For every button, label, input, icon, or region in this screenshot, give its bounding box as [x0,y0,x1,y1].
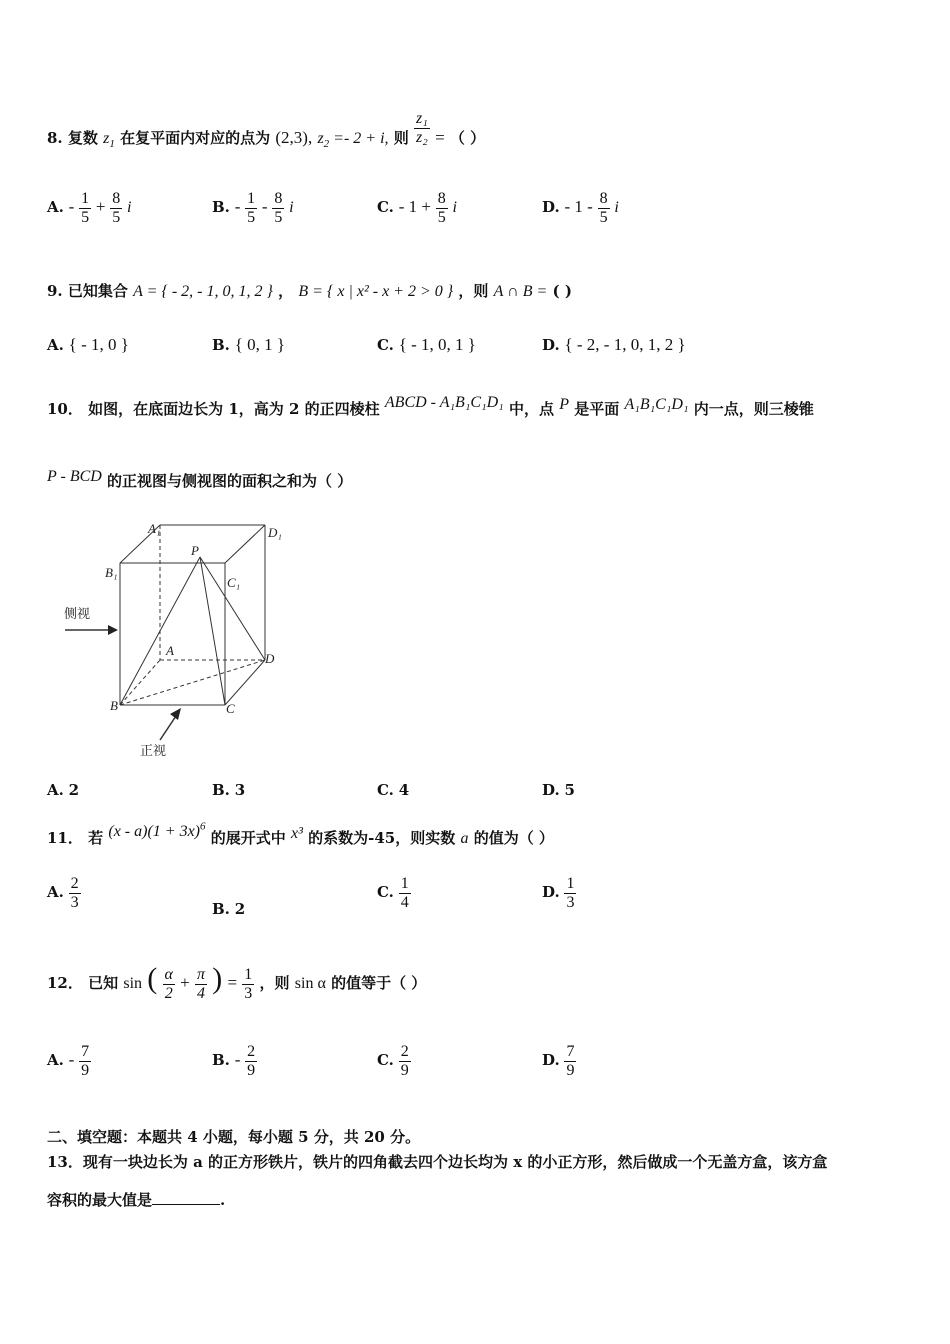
q8-option-c[interactable] [377,190,457,226]
q11-option-d[interactable] [542,875,576,911]
question-10-cont [47,470,352,491]
option-label: D. [542,336,560,354]
q9-text-a: 已知集合 [67,282,128,300]
option-label: B. [212,1051,230,1070]
prism-name: ABCD - A₁B₁C₁D₁ [384,394,504,411]
question-number: 13． [47,1153,83,1171]
option-label: C. [377,883,394,902]
term: x³ [290,825,303,842]
label-p: P [191,543,199,558]
q8-z1: $z_1$ [103,130,115,151]
q12-option-c[interactable] [377,1043,411,1079]
equals: = [227,973,238,992]
operator: + [180,973,190,992]
variable-a: a [460,830,469,847]
q10-option-a[interactable] [47,781,79,799]
q10-text-a: 如图，在底面边长为 1，高为 2 的正四棱柱 [88,400,380,418]
q9-option-d[interactable] [542,335,686,355]
set-a: A = { - 2, - 1, 0, 1, 2 } [133,283,273,300]
label-a1: A₁ [148,521,161,536]
edge [225,525,265,563]
q8-z2: $z_2 =- 2 + i$, [317,130,389,151]
operator: + [95,197,106,217]
fraction: $\frac{8}{5}$ [112,190,121,226]
label-d: D [265,651,275,666]
q10-text-d: 内一点，则三棱锥 [693,400,814,418]
sign: - [68,1050,75,1070]
lead: - 1 - [564,197,593,217]
q10-text-e: 的正视图与侧视图的面积之和为（ ） [107,472,353,490]
fraction: $\frac{2}{3}$ [70,875,79,911]
option-value: { - 2, - 1, 0, 1, 2 } [564,335,686,354]
question-number: 11． [47,829,83,847]
expression: $(x - a)(1 + 3x)^6$ [108,820,206,840]
imag-unit: i [127,199,132,217]
q13-text-line1: 现有一块边长为 a 的正方形铁片，铁片的四角截去四个边长均为 x 的小正方形，然后做成一个无盖方盒，该方盒 [82,1153,828,1171]
fraction: $\frac{1}{3}$ [566,875,575,911]
q12-option-d[interactable] [542,1043,576,1079]
label-c1: C₁ [227,575,241,590]
q12-text-a: 已知 [88,974,119,992]
q12-option-b[interactable] [212,1043,257,1079]
imag-unit: i [452,199,457,217]
option-label: D. [542,781,560,799]
q11-text-d: 的值为（ ） [473,829,554,847]
q11-text-c: 的系数为-45，则实数 [308,829,456,847]
q9-text-b: ，则 [458,282,489,300]
q8-text-b: 在复平面内对应的点为 [120,129,271,147]
q10-option-d[interactable] [542,781,575,799]
label-d1: D₁ [268,525,282,540]
q8-option-b[interactable] [212,190,294,226]
question-number: 9. [47,282,63,300]
edge [200,557,265,660]
question-number: 10． [47,400,83,418]
q9-option-a[interactable] [47,335,129,355]
point-p: P [559,396,569,413]
fraction: $\frac{8}{5}$ [274,190,283,226]
option-label: C. [377,781,394,799]
answer-blank[interactable] [152,1204,220,1205]
option-label: C. [377,198,394,217]
question-number: 12． [47,974,83,992]
comma: ， [278,282,294,300]
fraction: $\frac{1}{3}$ [244,965,253,1002]
option-label: B. [212,198,230,217]
option-label: A. [47,198,64,217]
option-value: 5 [564,781,575,799]
fraction: $\frac{8}{5}$ [599,190,608,226]
q11-option-c[interactable] [377,875,411,911]
fraction: $\frac{\alpha}{2}$ [164,965,173,1002]
label-b: B [110,698,118,713]
sin-func: sin [123,975,143,992]
option-label: A. [47,883,64,902]
q10-option-b[interactable] [212,781,245,799]
edge [120,557,200,705]
fraction: $\frac{8}{5}$ [437,190,446,226]
fraction: $\frac{7}{9}$ [81,1043,90,1079]
q8-fraction: $\frac{\text{z₁}}{\text{z₂}}$ [416,109,428,146]
label-b1: B₁ [105,565,118,580]
period: . [220,1191,226,1209]
option-value: 4 [398,781,410,799]
q8-equals: = [435,128,445,147]
imag-unit: i [289,199,294,217]
option-label: C. [377,336,394,354]
option-label: D. [542,198,560,217]
fraction: $\frac{\pi}{4}$ [196,965,205,1002]
label-a: A [166,643,174,658]
prism-figure [60,515,300,770]
q9-option-b[interactable] [212,335,285,355]
question-9 [47,280,572,301]
sign: - [68,197,75,217]
edge [200,557,225,705]
question-8 [47,109,486,151]
q11-text-b: 的展开式中 [210,829,286,847]
option-label: D. [542,1051,560,1070]
pyramid-name: P - BCD [47,468,102,485]
q8-text-a: 复数 [67,129,98,147]
question-13 [47,1151,827,1172]
q13-text-line2: 容积的最大值是 [47,1191,153,1209]
operator: - [261,197,268,217]
option-label: B. [212,781,230,799]
fraction: $\frac{1}{5}$ [81,190,90,226]
q8-text-c: 则 [393,129,409,147]
option-label: C. [377,1051,394,1070]
option-value: 2 [68,781,80,799]
q10-text-b: 中，点 [508,400,554,418]
option-value: 3 [234,781,246,799]
lead: - 1 + [398,197,431,217]
question-12 [47,962,426,1002]
fraction: $\frac{2}{9}$ [247,1043,256,1079]
q9-option-c[interactable] [377,335,476,355]
sign: - [234,1050,241,1070]
option-label: B. [212,336,230,354]
fraction: $\frac{7}{9}$ [566,1043,575,1079]
hidden-edge [120,660,160,705]
question-number: 8. [47,129,63,147]
option-value: 2 [234,900,246,918]
option-label: A. [47,336,64,354]
question-11 [47,820,554,848]
paren-open: ( [147,962,158,995]
q11-text-a: 若 [88,829,104,847]
option-label: A. [47,781,64,799]
q8-point: (2,3), [275,128,313,147]
intersection-expr: A ∩ B = [493,283,548,300]
fraction: $\frac{1}{5}$ [247,190,256,226]
plane-name: A₁B₁C₁D₁ [624,396,689,413]
q12-option-a[interactable] [47,1043,91,1079]
q10-text-c: 是平面 [574,400,620,418]
q12-text-b: ，则 [259,974,290,992]
front-view-label: 正视 [140,744,167,759]
answer-paren: （ ） [449,129,486,147]
q11-option-b[interactable] [212,900,245,918]
fraction: $\frac{1}{4}$ [400,875,409,911]
option-value: { - 1, 0 } [68,335,129,354]
label-c: C [226,701,235,716]
option-value: { - 1, 0, 1 } [398,335,476,354]
imag-unit: i [614,199,619,217]
answer-paren: ( ) [552,282,572,300]
question-10 [47,394,814,419]
set-b: B = { x | x² - x + 2 > 0 } [298,283,454,300]
q8-option-d[interactable] [542,190,619,226]
target-expr: sin α [294,975,326,992]
option-value: { 0, 1 } [234,335,286,354]
sign: - [234,197,241,217]
question-13-cont [47,1189,225,1210]
q10-option-c[interactable] [377,781,409,799]
paren-close: ) [212,962,223,995]
fraction: $\frac{2}{9}$ [400,1043,409,1079]
q12-text-c: 的值等于（ ） [331,974,427,992]
option-label: D. [542,883,560,902]
edge [225,660,265,705]
side-view-label: 侧视 [64,607,91,622]
option-label: B. [212,900,230,918]
hidden-edge [120,660,265,705]
q11-option-a[interactable] [47,875,81,911]
option-label: A. [47,1051,64,1070]
q8-option-a[interactable] [47,190,132,226]
section-heading: 二、填空题：本题共 4 小题，每小题 5 分，共 20 分。 [47,1128,421,1146]
